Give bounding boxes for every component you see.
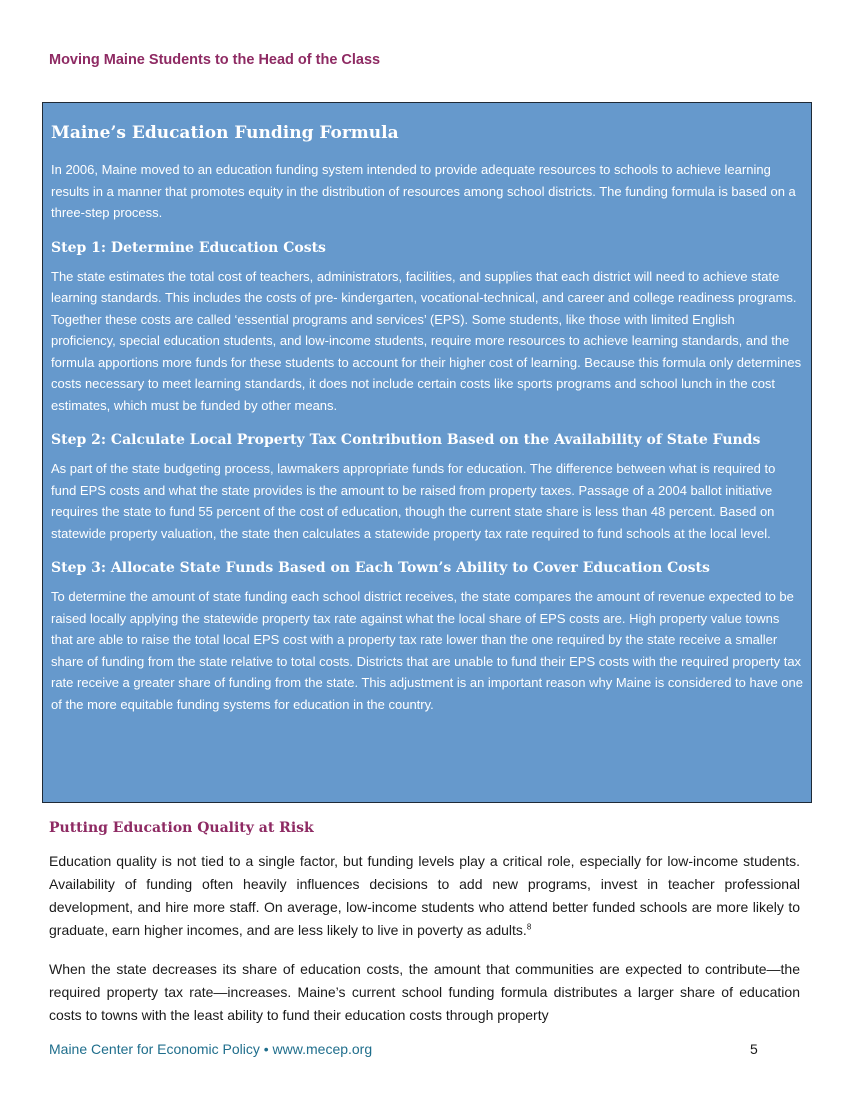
step-3-heading: Step 3: Allocate State Funds Based on Each Town’s Ability to Cover Education Costs [51,560,710,576]
running-header: Moving Maine Students to the Head of the Class [49,52,381,68]
sidebar-title: Maine’s Education Funding Formula [51,123,399,143]
paragraph-1-text: Education quality is not tied to a single factor, but funding levels play a critical role, especially for low-income students. Availability of funding often heavily influences decisions to add new programs, invest in teacher professional development, and hire more staff. On average, low-income students who attend better funded schools are more likely to graduate, earn higher incomes, and are less likely to live in poverty as adults. [49,853,800,938]
page-number: 5 [750,1041,758,1057]
funding-formula-sidebar [42,102,812,803]
footer-org-link[interactable]: Maine Center for Economic Policy • www.mecep.org [49,1041,373,1057]
step-1-heading: Step 1: Determine Education Costs [51,239,326,256]
footnote-reference[interactable]: 8 [526,922,532,932]
step-3-text: To determine the amount of state funding each school district receives, the state compares the amount of revenue expected to be raised locally applying the statewide property tax rate against what the local share of EPS costs are. High property value towns that are able to raise the total local EPS cost with a property tax rate lower than the one required by the state receive a smaller share of funding from the state relative to total costs. Districts that are unable to fund their EPS costs with the required property tax rate receive a greater share of funding from the state. This adjustment is an important reason why Maine is considered to have one of the more equitable funding systems for education in the country. [51,589,804,712]
step-1-text: The state estimates the total cost of teachers, administrators, facilities, and supplies that each district will need to achieve state learning standards. This includes the costs of pre- kindergarten, vocational-technical, and career and college readiness programs. Together these costs are called ‘essential programs and services’ (EPS). Some students, like those with limited English proficiency, special education students, and low-income students, require more resources to achieve learning standards, and the formula apportions more funds for these students to account for their higher cost of learning. Because this formula only determines costs necessary to meet learning standards, it does not include certain costs like sports programs and school lunch in the cost estimates, which must be funded by other means. [51,268,802,413]
body-paragraph-1 [49,850,800,942]
section-heading: Putting Education Quality at Risk [49,820,314,836]
step-2-text: As part of the state budgeting process, lawmakers appropriate funds for education. The difference between what is required to fund EPS costs and what the state provides is the amount to be raised from property taxes. Passage of a 2004 ballot initiative requires the state to fund 55 percent of the cost of education, though the current state share is less than 48 percent. Based on statewide property valuation, the state then calculates a statewide property tax rate required to fund schools at the local level. [51,461,776,541]
step-2-heading: Step 2: Calculate Local Property Tax Contribution Based on the Availability of State Funds [51,432,761,448]
sidebar-intro: In 2006, Maine moved to an education funding system intended to provide adequate resources to schools to achieve learning results in a manner that promotes equity in the distribution of resources among school districts. The funding formula is based on a three-step process. [51,162,796,220]
body-paragraph-2: When the state decreases its share of education costs, the amount that communities are expected to contribute—the required property tax rate—increases. Maine’s current school funding formula distributes a larger share of education costs to towns with the least ability to fund their education costs through property [49,961,800,1023]
